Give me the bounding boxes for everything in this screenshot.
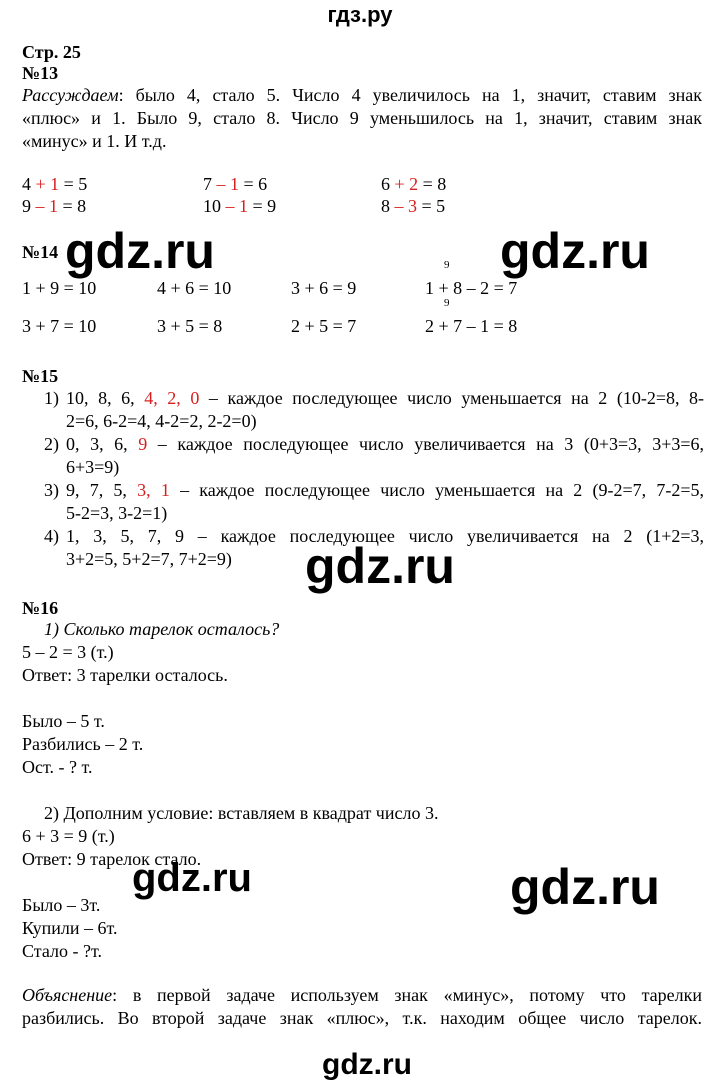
superscript-number: 9 <box>444 259 450 271</box>
site-header: гдз.ру <box>327 2 393 27</box>
page-label: Стр. 25 <box>22 42 81 62</box>
equation: 2 + 5 = 7 <box>291 316 357 336</box>
task13-reasoning <box>22 84 702 153</box>
equation: 7 – 1 = 6 <box>203 174 268 194</box>
task15-title: №15 <box>22 366 59 386</box>
equation: 4 + 1 = 5 <box>22 174 88 194</box>
task16-title: №16 <box>22 598 59 618</box>
equation: 4 + 6 = 10 <box>157 278 232 298</box>
watermark: gdz.ru <box>500 223 650 279</box>
task14-title: №14 <box>22 242 59 262</box>
equation: 3 + 6 = 9 <box>291 278 357 298</box>
task13-title: №13 <box>22 63 59 83</box>
short-note: Было – 3т. <box>22 895 101 915</box>
list-item: 2) 0, 3, 6, 9 – каждое последующее число увеличивается на 3 (0+3=3, 3+3=6, 6+3=9) <box>44 434 705 477</box>
calculation: 6 + 3 = 9 (т.) <box>22 826 115 846</box>
equation: 3 + 7 = 10 <box>22 316 97 336</box>
equation: 10 – 1 = 9 <box>203 196 277 216</box>
explanation-label: Объяснение <box>22 985 113 1005</box>
explanation: Объяснение: в первой задаче используем знак «минус», потому что тарелки разбились. Во второй задаче знак «плюс», т.к. находим общее число тарелок. <box>22 985 702 1028</box>
short-note: Было – 5 т. <box>22 711 105 731</box>
watermark: gdz.ru <box>305 538 455 594</box>
answer: Ответ: 9 тарелок стало. <box>22 849 202 869</box>
short-note: Купили – 6т. <box>22 918 118 938</box>
short-note: Ост. - ? т. <box>22 757 93 777</box>
equation: 1 + 8 – 2 = 7 <box>425 278 518 298</box>
equation: 3 + 5 = 8 <box>157 316 223 336</box>
answer: Ответ: 3 тарелки осталось. <box>22 665 228 685</box>
short-note: Разбились – 2 т. <box>22 734 144 754</box>
equation: 6 + 2 = 8 <box>381 174 447 194</box>
watermark: gdz.ru <box>65 223 215 279</box>
equation: 1 + 9 = 10 <box>22 278 97 298</box>
question: 2) Дополним условие: вставляем в квадрат число 3. <box>44 803 439 823</box>
calculation: 5 – 2 = 3 (т.) <box>22 642 114 662</box>
reasoning-line: : было 4, стало 5. Число 4 увеличилось на 1, значит, ставим знак <box>118 85 702 105</box>
watermark: gdz.ru <box>510 859 660 915</box>
equation: 9 – 1 = 8 <box>22 196 87 216</box>
list-item: 4) 1, 3, 5, 7, 9 – каждое последующее число увеличивается на 2 (1+2=3, 3+2=5, 5+2=7, 7+2=9) <box>44 526 704 569</box>
short-note: Стало - ?т. <box>22 941 102 961</box>
reasoning-line: «плюс» и 1. Было 9, стало 8. Число 9 уменьшилось на 1, значит, ставим знак <box>22 108 702 128</box>
question: 1) Сколько тарелок осталось? <box>44 619 280 639</box>
list-item: 1) 10, 8, 6, 4, 2, 0 – каждое последующее число уменьшается на 2 (10-2=8, 8- 2=6, 6-2=4, 4-2=2, 2-2=0) <box>44 388 705 431</box>
superscript-number: 9 <box>444 297 450 309</box>
watermark: gdz.ru <box>132 856 252 900</box>
reasoning-line: «минус» и 1. И т.д. <box>22 131 167 151</box>
list-item: 3) 9, 7, 5, 3, 1 – каждое последующее число уменьшается на 2 (9-2=7, 7-2=5, 5-2=3, 3-2=1) <box>44 480 705 523</box>
equation: 2 + 7 – 1 = 8 <box>425 316 518 336</box>
equation: 8 – 3 = 5 <box>381 196 446 216</box>
watermark: gdz.ru <box>322 1048 412 1081</box>
reasoning-label: Рассуждаем <box>22 85 119 105</box>
